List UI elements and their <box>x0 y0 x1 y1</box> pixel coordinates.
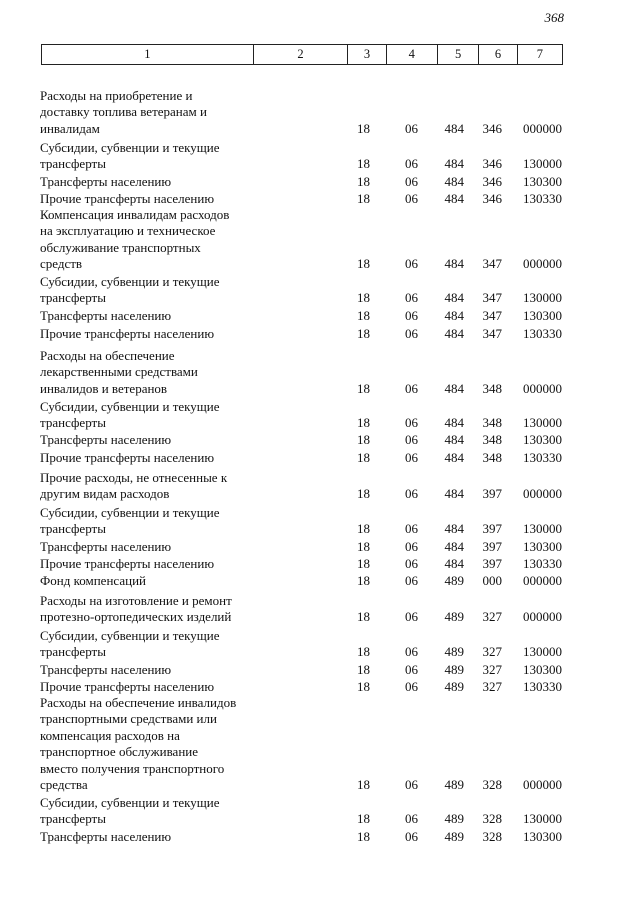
table-row <box>0 662 640 678</box>
header-col-7: 7 <box>517 45 562 64</box>
row-code-c4: 06 <box>405 380 418 396</box>
row-code-c5: 489 <box>444 678 464 694</box>
row-code-c6: 346 <box>482 120 502 136</box>
row-code-c5: 484 <box>444 190 464 206</box>
row-code-c5: 484 <box>444 538 464 554</box>
table-row <box>0 573 640 589</box>
row-code-c5: 484 <box>444 120 464 136</box>
row-code-c3: 18 <box>357 431 370 447</box>
row-code-c7: 130300 <box>523 661 562 677</box>
row-code-c6: 348 <box>482 449 502 465</box>
row-code-c5: 484 <box>444 486 464 502</box>
row-code-c3: 18 <box>357 380 370 396</box>
table-row <box>0 140 640 173</box>
row-code-c6: 347 <box>482 307 502 323</box>
row-code-c3: 18 <box>357 661 370 677</box>
row-code-c5: 484 <box>444 325 464 341</box>
table-row <box>0 505 640 538</box>
row-code-c7: 130330 <box>523 190 562 206</box>
row-code-c7: 130300 <box>523 828 562 844</box>
table-row <box>0 191 640 207</box>
row-code-c4: 06 <box>405 572 418 588</box>
row-code-c6: 327 <box>482 661 502 677</box>
row-code-c4: 06 <box>405 307 418 323</box>
row-code-c5: 484 <box>444 380 464 396</box>
row-code-c5: 484 <box>444 307 464 323</box>
row-code-c5: 489 <box>444 644 464 660</box>
row-code-c4: 06 <box>405 156 418 172</box>
table-row <box>0 628 640 661</box>
row-code-c6: 346 <box>482 156 502 172</box>
row-description: Прочие трансферты населению <box>40 679 215 694</box>
header-col-1: 1 <box>144 47 151 61</box>
row-description: Трансферты населению <box>40 308 172 323</box>
table-row <box>0 207 640 273</box>
row-description: Компенсация инвалидам расходов на эксплуатацию и техническое обслуживание транспортных средств <box>40 207 230 272</box>
row-code-c5: 489 <box>444 811 464 827</box>
table-row <box>0 539 640 555</box>
row-code-c7: 000000 <box>523 486 562 502</box>
row-code-c5: 484 <box>444 156 464 172</box>
row-code-c4: 06 <box>405 120 418 136</box>
row-code-c6: 328 <box>482 811 502 827</box>
row-code-c3: 18 <box>357 678 370 694</box>
row-code-c5: 489 <box>444 661 464 677</box>
row-code-c7: 000000 <box>523 609 562 625</box>
row-code-c4: 06 <box>405 431 418 447</box>
table-row <box>0 348 640 397</box>
row-code-c4: 06 <box>405 538 418 554</box>
row-description: Прочие трансферты населению <box>40 450 215 465</box>
row-code-c7: 130000 <box>523 644 562 660</box>
row-code-c3: 18 <box>357 609 370 625</box>
row-code-c3: 18 <box>357 811 370 827</box>
row-code-c6: 397 <box>482 486 502 502</box>
row-code-c7: 130000 <box>523 290 562 306</box>
row-code-c5: 489 <box>444 609 464 625</box>
row-code-c4: 06 <box>405 190 418 206</box>
row-description: Субсидии, субвенции и текущие трансферты <box>40 140 220 172</box>
header-col-6: 6 <box>478 45 516 64</box>
row-code-c3: 18 <box>357 256 370 272</box>
row-code-c4: 06 <box>405 486 418 502</box>
row-code-c4: 06 <box>405 609 418 625</box>
table-row <box>0 174 640 190</box>
row-code-c6: 327 <box>482 609 502 625</box>
row-code-c6: 327 <box>482 644 502 660</box>
row-code-c3: 18 <box>357 644 370 660</box>
table-row <box>0 450 640 466</box>
row-description: Фонд компенсаций <box>40 573 146 588</box>
row-description: Прочие трансферты населению <box>40 326 215 341</box>
row-code-c4: 06 <box>405 644 418 660</box>
row-code-c4: 06 <box>405 776 418 792</box>
row-description: Субсидии, субвенции и текущие трансферты <box>40 795 220 827</box>
row-code-c5: 484 <box>444 449 464 465</box>
row-code-c7: 000000 <box>523 256 562 272</box>
row-code-c6: 328 <box>482 828 502 844</box>
table-row <box>0 326 640 342</box>
header-col-5: 5 <box>437 45 478 64</box>
row-code-c4: 06 <box>405 661 418 677</box>
row-code-c6: 397 <box>482 538 502 554</box>
table-row <box>0 432 640 448</box>
row-description: Трансферты населению <box>40 432 172 447</box>
row-code-c6: 348 <box>482 380 502 396</box>
row-code-c7: 000000 <box>523 120 562 136</box>
row-code-c3: 18 <box>357 415 370 431</box>
row-code-c5: 484 <box>444 173 464 189</box>
row-description: Прочие расходы, не отнесенные к другим видам расходов <box>40 470 228 502</box>
row-code-c7: 130300 <box>523 173 562 189</box>
row-code-c7: 130000 <box>523 521 562 537</box>
row-description: Субсидии, субвенции и текущие трансферты <box>40 399 220 431</box>
page-number: 368 <box>544 10 564 25</box>
row-description: Расходы на изготовление и ремонт протезно-ортопедических изделий <box>40 593 232 625</box>
row-code-c3: 18 <box>357 538 370 554</box>
table-row <box>0 88 640 137</box>
row-code-c6: 397 <box>482 521 502 537</box>
row-code-c7: 130300 <box>523 307 562 323</box>
row-description: Субсидии, субвенции и текущие трансферты <box>40 274 220 306</box>
row-code-c7: 130000 <box>523 415 562 431</box>
row-code-c5: 484 <box>444 415 464 431</box>
header-col-4: 4 <box>386 45 437 64</box>
row-code-c4: 06 <box>405 828 418 844</box>
row-description: Трансферты населению <box>40 174 172 189</box>
row-description: Расходы на приобретение и доставку топлива ветеранам и инвалидам <box>40 88 207 136</box>
row-code-c6: 346 <box>482 173 502 189</box>
row-code-c7: 130330 <box>523 555 562 571</box>
row-code-c7: 000000 <box>523 572 562 588</box>
row-description: Прочие трансферты населению <box>40 191 215 206</box>
row-code-c3: 18 <box>357 486 370 502</box>
row-code-c7: 130300 <box>523 538 562 554</box>
row-code-c6: 397 <box>482 555 502 571</box>
row-code-c6: 348 <box>482 431 502 447</box>
table-row <box>0 274 640 307</box>
row-code-c3: 18 <box>357 555 370 571</box>
row-code-c4: 06 <box>405 521 418 537</box>
row-code-c3: 18 <box>357 572 370 588</box>
row-code-c5: 484 <box>444 555 464 571</box>
row-code-c3: 18 <box>357 449 370 465</box>
row-code-c7: 000000 <box>523 380 562 396</box>
row-code-c4: 06 <box>405 678 418 694</box>
header-col-2: 2 <box>253 45 348 64</box>
row-code-c3: 18 <box>357 190 370 206</box>
row-code-c3: 18 <box>357 521 370 537</box>
table-row <box>0 695 640 793</box>
row-code-c4: 06 <box>405 256 418 272</box>
table-row <box>0 679 640 695</box>
header-col-3: 3 <box>347 45 385 64</box>
table-row <box>0 470 640 503</box>
row-code-c3: 18 <box>357 307 370 323</box>
row-description: Трансферты населению <box>40 539 172 554</box>
table-row <box>0 795 640 828</box>
table-row <box>0 593 640 626</box>
row-description: Субсидии, субвенции и текущие трансферты <box>40 628 220 660</box>
row-code-c3: 18 <box>357 156 370 172</box>
row-code-c4: 06 <box>405 555 418 571</box>
row-code-c5: 484 <box>444 290 464 306</box>
row-code-c5: 489 <box>444 572 464 588</box>
row-code-c6: 348 <box>482 415 502 431</box>
row-code-c3: 18 <box>357 776 370 792</box>
row-code-c5: 484 <box>444 521 464 537</box>
row-code-c7: 130330 <box>523 678 562 694</box>
row-code-c7: 000000 <box>523 776 562 792</box>
row-code-c7: 130330 <box>523 325 562 341</box>
row-code-c7: 130300 <box>523 431 562 447</box>
row-code-c3: 18 <box>357 828 370 844</box>
row-code-c3: 18 <box>357 325 370 341</box>
row-code-c6: 347 <box>482 325 502 341</box>
row-code-c4: 06 <box>405 811 418 827</box>
row-code-c3: 18 <box>357 173 370 189</box>
row-code-c6: 000 <box>482 572 502 588</box>
row-description: Расходы на обеспечение лекарственными средствами инвалидов и ветеранов <box>40 348 198 396</box>
table-row <box>0 556 640 572</box>
table-row <box>0 399 640 432</box>
row-code-c5: 484 <box>444 256 464 272</box>
row-description: Субсидии, субвенции и текущие трансферты <box>40 505 220 537</box>
row-code-c5: 489 <box>444 776 464 792</box>
row-code-c3: 18 <box>357 120 370 136</box>
row-code-c7: 130330 <box>523 449 562 465</box>
row-code-c3: 18 <box>357 290 370 306</box>
row-code-c6: 347 <box>482 290 502 306</box>
table-row <box>0 829 640 845</box>
row-code-c7: 130000 <box>523 156 562 172</box>
row-code-c4: 06 <box>405 449 418 465</box>
row-description: Трансферты населению <box>40 829 172 844</box>
row-description: Трансферты населению <box>40 662 172 677</box>
row-code-c6: 327 <box>482 678 502 694</box>
row-description: Прочие трансферты населению <box>40 556 215 571</box>
row-code-c6: 346 <box>482 190 502 206</box>
row-code-c4: 06 <box>405 173 418 189</box>
table-row <box>0 308 640 324</box>
row-code-c6: 347 <box>482 256 502 272</box>
row-code-c4: 06 <box>405 290 418 306</box>
row-code-c7: 130000 <box>523 811 562 827</box>
row-code-c4: 06 <box>405 415 418 431</box>
row-code-c5: 484 <box>444 431 464 447</box>
row-code-c4: 06 <box>405 325 418 341</box>
row-code-c6: 328 <box>482 776 502 792</box>
row-code-c5: 489 <box>444 828 464 844</box>
row-description: Расходы на обеспечение инвалидов транспортными средствами или компенсация расходов на транспортное обслуживание вместо получения транспортного средства <box>40 695 237 793</box>
